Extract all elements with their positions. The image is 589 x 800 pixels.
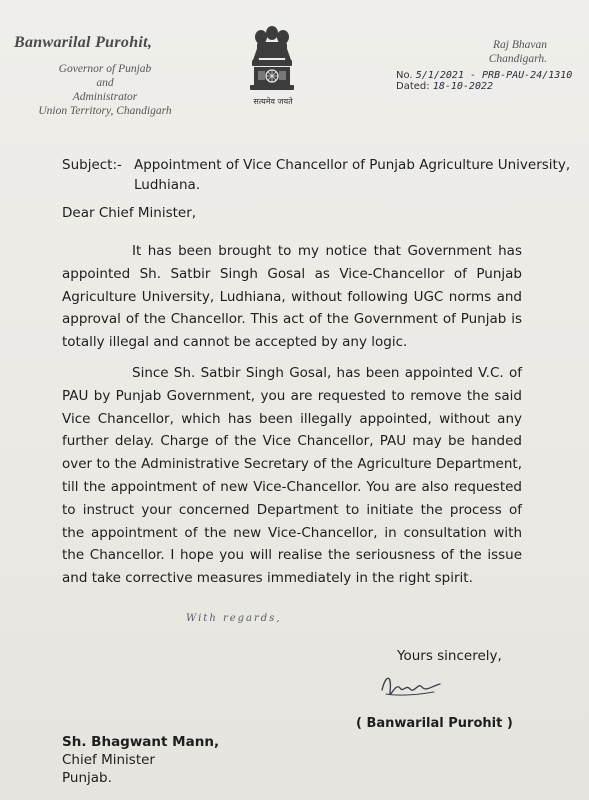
- reference-block: [396, 70, 572, 92]
- signer-name: ( Banwarilal Purohit ): [356, 716, 513, 731]
- subject-text: Appointment of Vice Chancellor of Punjab Agriculture University, Ludhiana.: [134, 157, 571, 193]
- body-paragraph: Since Sh. Satbir Singh Gosal, has been appointed V.C. of PAU by Punjab Government, you are requested to remove the said Vice Chancellor, which has been illegally appointed, without any further delay. Charge of the Vice Chancellor, PAU may be handed over to the Administrative Secretary of the Agriculture Department, till the appointment of new Vice-Chancellor. You are also requested to instruct your concerned Department to initiate the process of the appointment of the new Vice-Chancellor, in consultation with the Chancellor. I hope you will realise the seriousness of the issue and take corrective measures immediately in the right spirit.: [62, 365, 522, 587]
- addressee-block: [62, 733, 219, 787]
- office-line: Raj Bhavan: [493, 39, 547, 51]
- office-address: [489, 38, 547, 66]
- sender-title-line: Union Territory, Chandigarh: [38, 105, 172, 117]
- handwritten-signature-icon: [376, 668, 446, 706]
- dated-label: Dated:: [396, 81, 430, 92]
- handwritten-note: With regards,: [186, 613, 282, 624]
- office-line: Chandigarh.: [488, 53, 547, 65]
- subject-label: Subject:-: [62, 157, 122, 173]
- body-paragraph: It has been brought to my notice that Government has appointed Sh. Satbir Singh Gosal as Vice-Chancellor of Punjab Agriculture University, Ludhiana, without following UGC norms and approval of the Chancellor. This act of the Government of Punjab is totally illegal and cannot be accepted by any logic.: [62, 243, 522, 351]
- addressee-designation: Chief Minister: [62, 752, 155, 768]
- sender-title-line: and: [96, 77, 114, 89]
- dated-value: 18-10-2022: [432, 81, 494, 92]
- ref-no-label: No.: [396, 70, 413, 81]
- addressee-name: Sh. Bhagwant Mann,: [62, 734, 220, 750]
- ref-no-value: 5/1/2021 - PRB-PAU-24/1310: [415, 70, 573, 81]
- closing-line: Yours sincerely,: [397, 648, 502, 664]
- sender-block: [10, 34, 200, 118]
- sender-title-line: Governor of Punjab: [58, 63, 152, 75]
- emblem-motto: सत्यमेव जयते: [253, 97, 293, 106]
- salutation: Dear Chief Minister,: [62, 205, 197, 221]
- sender-title-line: Administrator: [72, 91, 138, 103]
- addressee-place: Punjab.: [62, 770, 112, 786]
- sender-name: Banwarilal Purohit,: [14, 34, 153, 51]
- state-emblem-icon: [244, 24, 300, 96]
